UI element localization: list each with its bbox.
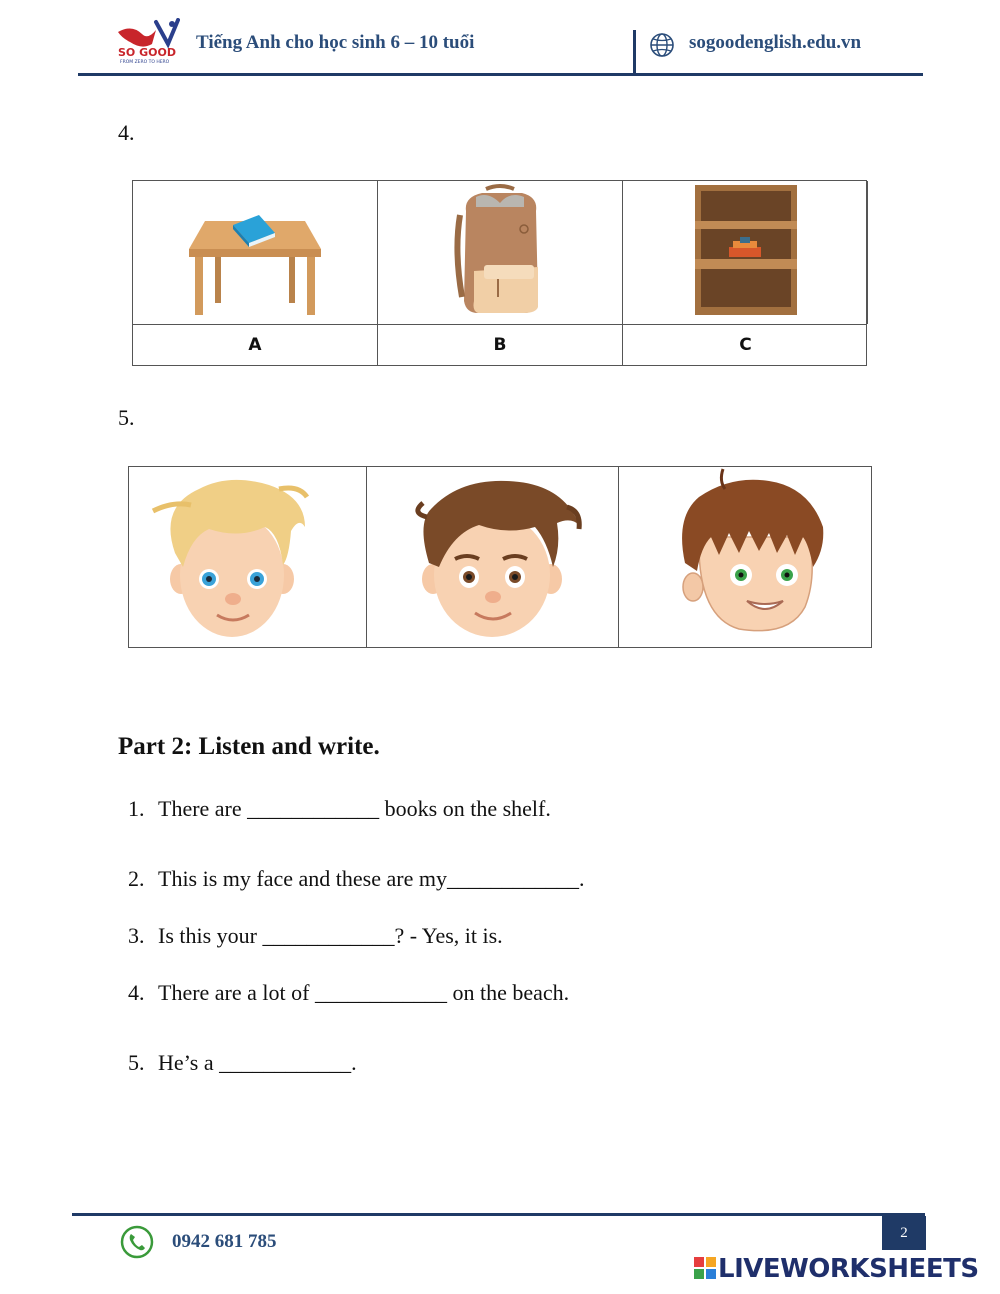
header-website[interactable]: sogoodenglish.edu.vn: [689, 32, 862, 53]
brown-hair-boy-face-icon: [367, 467, 619, 647]
header-rule: [78, 73, 923, 76]
listen-write-item-4[interactable]: [128, 980, 569, 1006]
item-text: There are ____________ books on the shelf.: [158, 796, 551, 821]
option-c-label[interactable]: C: [739, 335, 752, 355]
item-text: There are a lot of ____________ on the beach.: [158, 980, 570, 1005]
option-b-picture-cell[interactable]: [378, 181, 623, 324]
header-title: Tiếng Anh cho học sinh 6 – 10 tuổi: [196, 32, 475, 53]
liveworksheets-brand: [694, 1254, 979, 1284]
liveworksheets-text: LIVEWORKSHEETS: [718, 1254, 979, 1284]
listen-write-item-2[interactable]: [128, 866, 584, 892]
table-with-book-icon: [133, 181, 378, 324]
backpack-icon: [378, 181, 623, 324]
part-2-title: Part 2: Listen and write.: [118, 733, 380, 760]
listen-write-item-3[interactable]: [128, 923, 503, 949]
question-4-number: 4.: [118, 120, 135, 145]
cartoon-boy-cell[interactable]: [619, 467, 871, 647]
item-text: Is this your ____________? - Yes, it is.: [158, 923, 503, 948]
option-c-picture-cell[interactable]: [623, 181, 868, 324]
footer-rule: [72, 1213, 925, 1216]
logo-tagline: FROM ZERO TO HERO: [120, 60, 170, 64]
brown-hair-boy-cell[interactable]: [367, 467, 619, 647]
logo-text: SO GOOD: [118, 46, 176, 59]
listen-write-item-1[interactable]: [128, 796, 551, 822]
page-number: 2: [882, 1216, 926, 1250]
footer-phone[interactable]: 0942 681 785: [172, 1231, 277, 1252]
option-a-label[interactable]: A: [133, 325, 378, 366]
item-number: 2.: [128, 866, 145, 891]
blonde-boy-face-icon: [129, 467, 367, 647]
item-text: He’s a ____________.: [158, 1050, 357, 1075]
question-5-number: 5.: [118, 405, 135, 430]
bookshelf-icon: [623, 181, 868, 324]
item-text: This is my face and these are my____________.: [158, 866, 585, 891]
item-number: 1.: [128, 796, 145, 821]
blonde-boy-cell[interactable]: [129, 467, 367, 647]
question-5-table: [128, 466, 872, 648]
phone-icon: [120, 1225, 154, 1259]
header-divider: [633, 30, 636, 76]
cartoon-boy-face-icon: [619, 467, 871, 647]
question-4-table: [132, 180, 867, 366]
globe-icon: [648, 31, 676, 59]
liveworksheets-logo-icon: [694, 1257, 716, 1279]
listen-write-item-5[interactable]: [128, 1050, 357, 1076]
item-number: 5.: [128, 1050, 145, 1075]
option-label-row: [133, 324, 866, 365]
sogood-logo: [112, 18, 180, 64]
option-b-label[interactable]: B: [378, 325, 623, 366]
item-number: 3.: [128, 923, 145, 948]
option-a-picture-cell[interactable]: [133, 181, 378, 324]
item-number: 4.: [128, 980, 145, 1005]
